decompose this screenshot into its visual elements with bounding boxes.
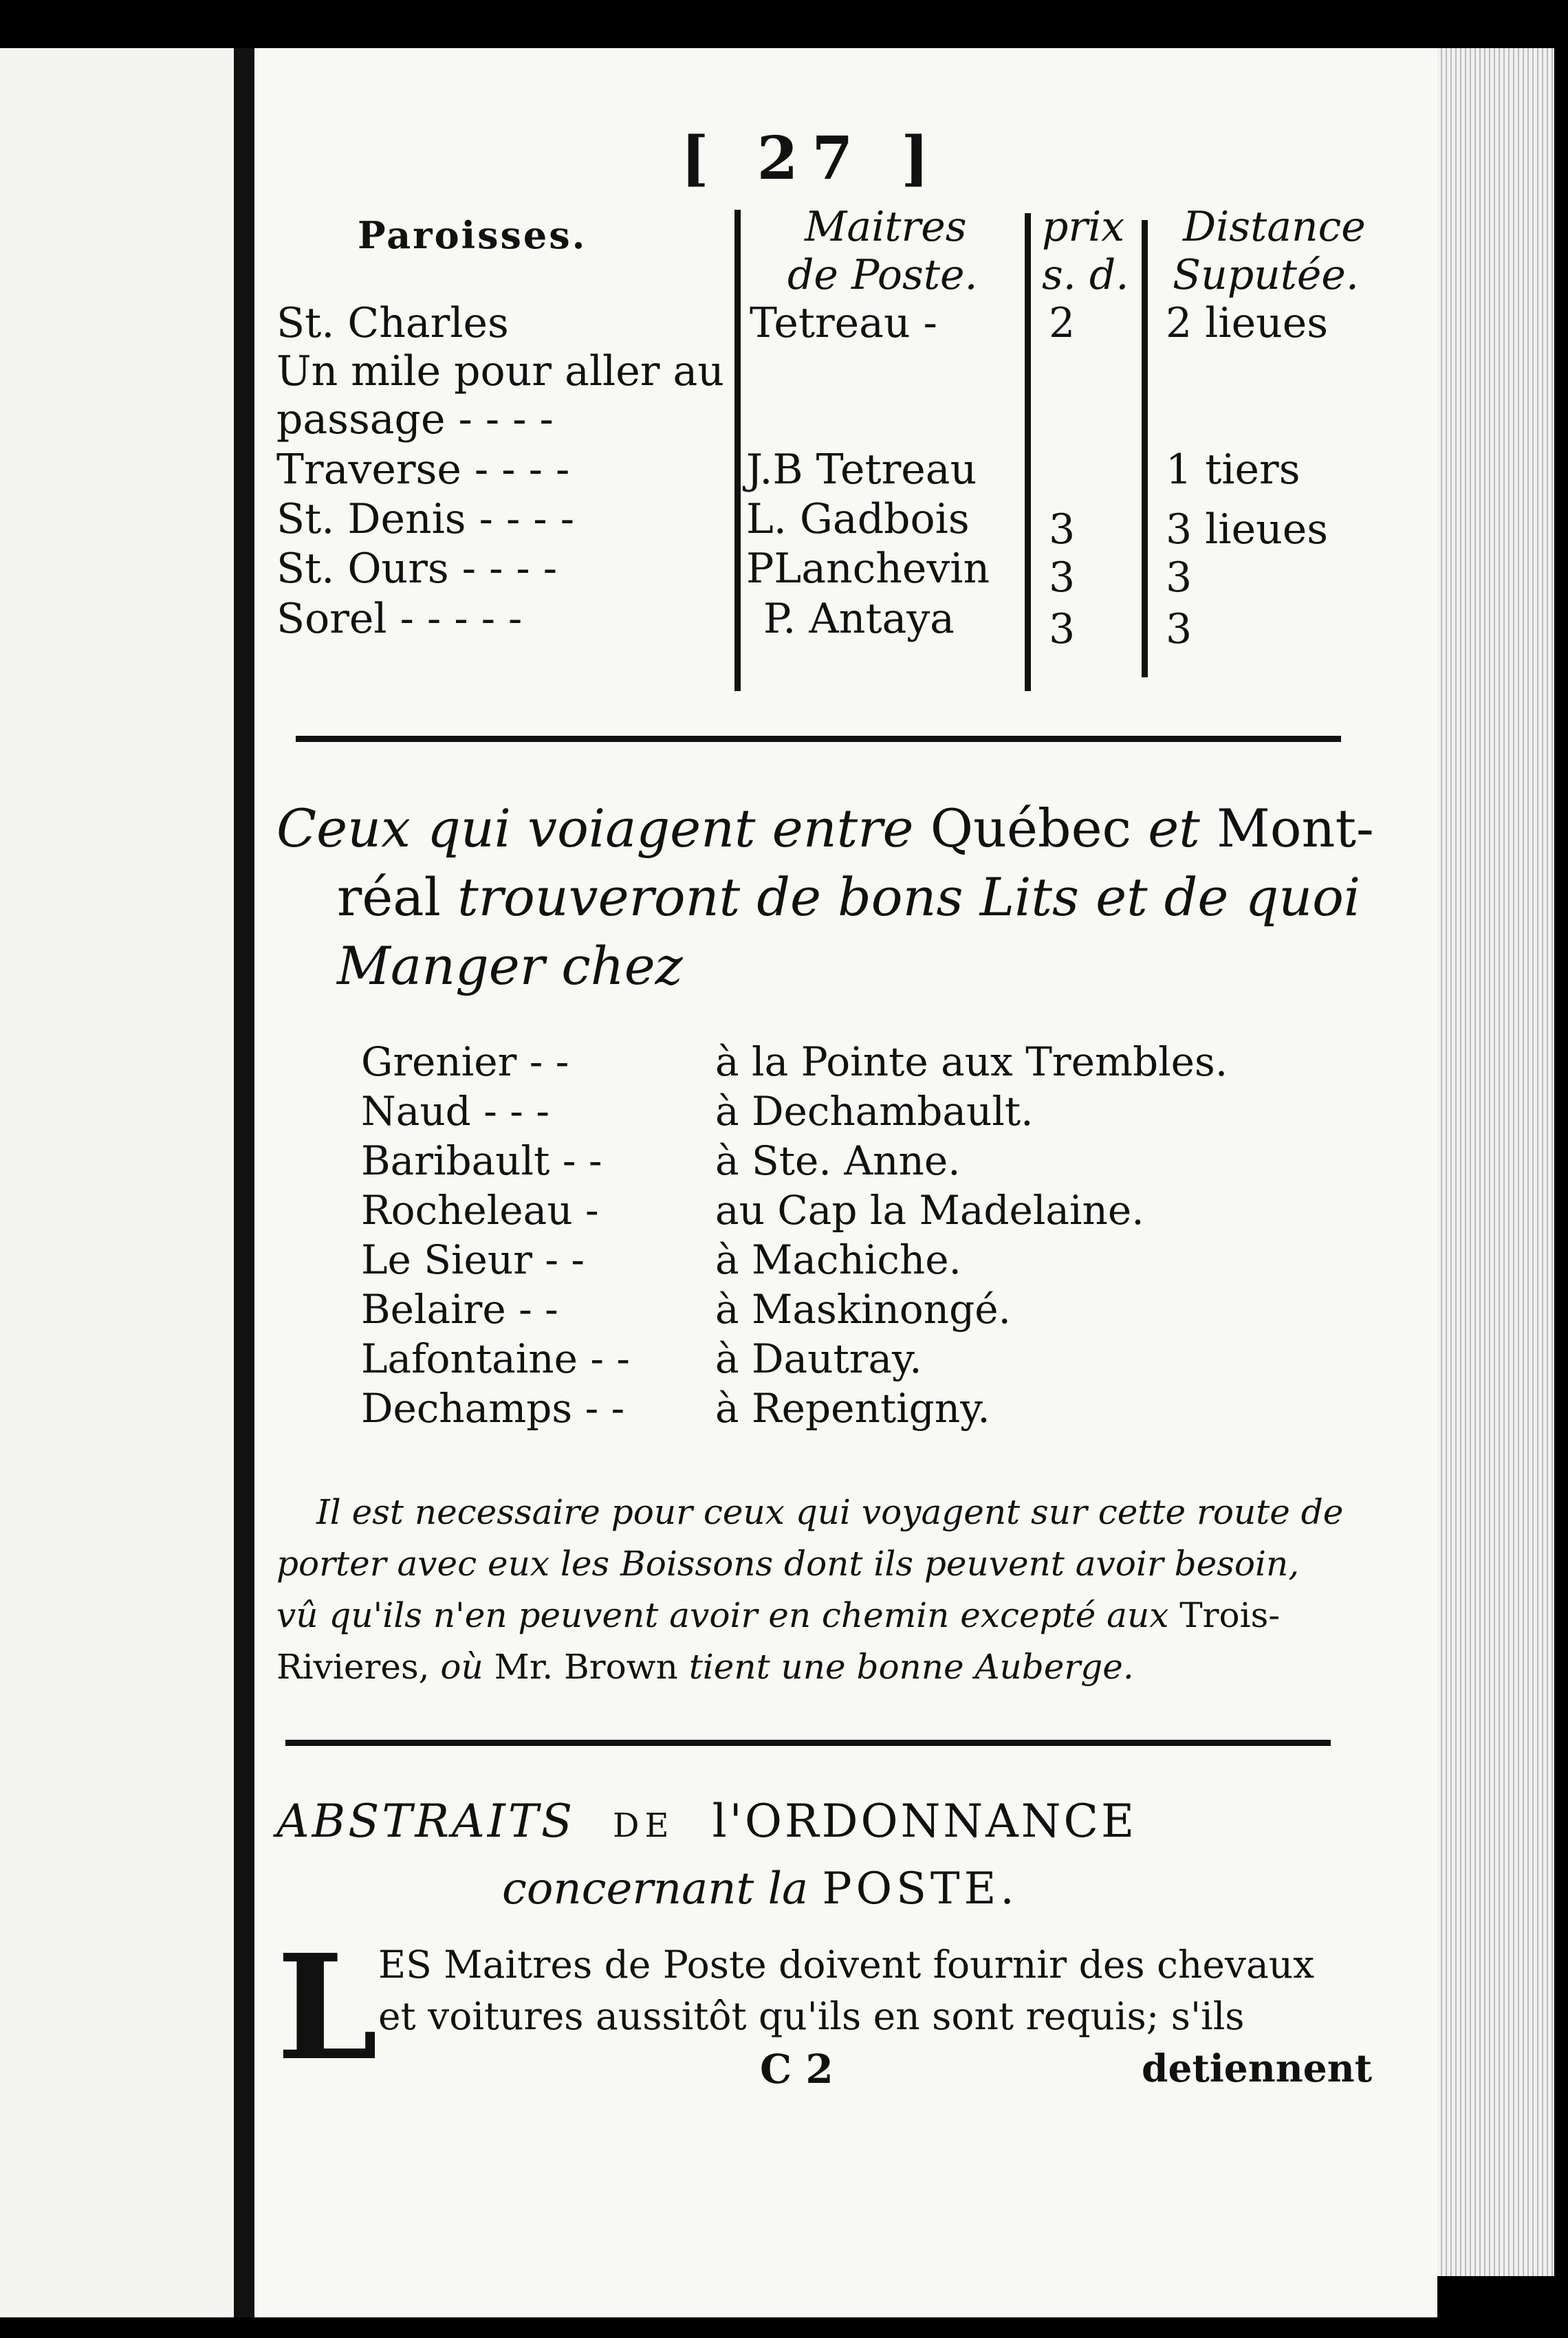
intro-text: trouveront de bons Lits et de quoi xyxy=(457,866,1361,928)
notice-line-4 xyxy=(276,1647,1134,1687)
row-master: PLanchevin xyxy=(746,545,990,593)
row-master: L. Gadbois xyxy=(746,495,970,543)
row-distance: 3 xyxy=(1166,554,1193,602)
notice-text: Trois- xyxy=(1179,1595,1281,1635)
intro-text: réal xyxy=(337,866,441,928)
row-master: Tetreau - xyxy=(750,299,937,347)
abstracts-subtitle-text: POSTE. xyxy=(822,1864,1019,1914)
row-price: 3 xyxy=(1049,505,1076,554)
table-column-line xyxy=(1025,213,1031,691)
inn-place: au Cap la Madelaine. xyxy=(715,1187,1144,1234)
inn-name: Belaire - - xyxy=(361,1286,558,1333)
left-page xyxy=(0,48,234,2317)
right-page xyxy=(254,48,1437,2317)
row-distance: 2 lieues xyxy=(1166,299,1329,347)
notice-text: où xyxy=(440,1647,483,1687)
notice-line-2: porter avec eux les Boissons dont ils peuvent avoir besoin, xyxy=(276,1544,1300,1584)
intro-line-3: Manger chez xyxy=(337,935,683,996)
notice-text: vû qu'ils n'en peuvent avoir en chemin excepté aux xyxy=(276,1595,1169,1635)
intro-text: et xyxy=(1148,798,1200,859)
header-distance-1: Distance xyxy=(1183,203,1366,251)
ordinance-line-1: ES Maitres de Poste doivent fournir des chevaux xyxy=(378,1943,1315,1987)
intro-text: Québec xyxy=(930,798,1132,859)
signature-mark: C 2 xyxy=(760,2046,834,2093)
notice-text: tient une bonne Auberge. xyxy=(688,1647,1134,1687)
abstracts-title-text: ABSTRAITS xyxy=(276,1795,576,1848)
inn-name: Naud - - - xyxy=(361,1088,549,1135)
inn-place: à Dautray. xyxy=(715,1335,922,1382)
inn-name: Rocheleau - xyxy=(361,1187,599,1234)
catchword: detiennent xyxy=(1142,2046,1373,2090)
header-paroisses: Paroisses. xyxy=(358,213,587,257)
row-parish: Sorel - - - - - xyxy=(276,595,523,643)
page-number: [ 27 ] xyxy=(681,124,943,193)
inn-name: Baribault - - xyxy=(361,1137,602,1184)
row-price: 2 xyxy=(1049,299,1076,347)
book-spine xyxy=(234,48,254,2317)
row-price: 3 xyxy=(1049,554,1076,602)
notice-text: Mr. Brown xyxy=(494,1647,678,1687)
header-maitres-2: de Poste. xyxy=(787,251,978,299)
row-parish: passage - - - - xyxy=(276,395,554,444)
inn-name: Lafontaine - - xyxy=(361,1335,631,1382)
abstracts-subtitle-text: la xyxy=(767,1864,809,1914)
row-parish: St. Ours - - - - xyxy=(276,545,558,593)
abstracts-subtitle-text: concernant xyxy=(502,1864,754,1914)
row-master: J.B Tetreau xyxy=(746,446,977,494)
page-edges xyxy=(1437,48,1554,2276)
notice-line-1: Il est necessaire pour ceux qui voyagent sur cette route de xyxy=(316,1492,1344,1532)
row-parish: Un mile pour aller au xyxy=(276,347,724,395)
header-distance-2: Suputée. xyxy=(1173,251,1359,299)
notice-line-3 xyxy=(276,1595,1280,1635)
table-column-line xyxy=(1142,220,1148,677)
inn-name: Dechamps - - xyxy=(361,1385,625,1432)
row-distance: 3 lieues xyxy=(1166,505,1329,554)
intro-text: Ceux qui voiagent entre xyxy=(276,798,914,859)
inn-place: à Dechambault. xyxy=(715,1088,1034,1135)
row-distance: 3 xyxy=(1166,605,1193,653)
inn-place: à Repentigny. xyxy=(715,1385,990,1432)
row-price: 3 xyxy=(1049,605,1076,653)
inn-place: à la Pointe aux Trembles. xyxy=(715,1038,1228,1085)
inn-place: à Ste. Anne. xyxy=(715,1137,961,1184)
header-maitres-1: Maitres xyxy=(805,203,967,251)
row-master: P. Antaya xyxy=(763,595,955,643)
header-prix-2: s. d. xyxy=(1042,251,1129,299)
inn-place: à Maskinongé. xyxy=(715,1286,1011,1333)
row-parish: St. Denis - - - - xyxy=(276,495,574,543)
inn-place: à Machiche. xyxy=(715,1236,961,1283)
abstracts-subtitle xyxy=(502,1864,1019,1914)
notice-text: Rivieres, xyxy=(276,1647,430,1687)
intro-line-2 xyxy=(337,866,1360,928)
ordinance-line-2: et voitures aussitôt qu'ils en sont requis; s'ils xyxy=(378,1994,1245,2038)
drop-cap: L xyxy=(276,1923,378,2093)
inn-name: Le Sieur - - xyxy=(361,1236,585,1283)
header-prix-1: prix xyxy=(1042,203,1125,251)
intro-line-1 xyxy=(276,798,1374,859)
intro-text: Mont- xyxy=(1216,798,1374,859)
abstracts-title-text: l'ORDONNANCE xyxy=(712,1795,1137,1848)
horizontal-rule xyxy=(285,1740,1331,1746)
row-parish: Traverse - - - - xyxy=(276,446,570,494)
row-parish: St. Charles xyxy=(276,299,509,347)
abstracts-title xyxy=(276,1795,1137,1848)
row-distance: 1 tiers xyxy=(1166,446,1300,494)
inn-name: Grenier - - xyxy=(361,1038,569,1085)
abstracts-title-text: DE xyxy=(613,1806,675,1845)
table-column-line xyxy=(734,210,741,691)
horizontal-rule xyxy=(296,736,1341,742)
